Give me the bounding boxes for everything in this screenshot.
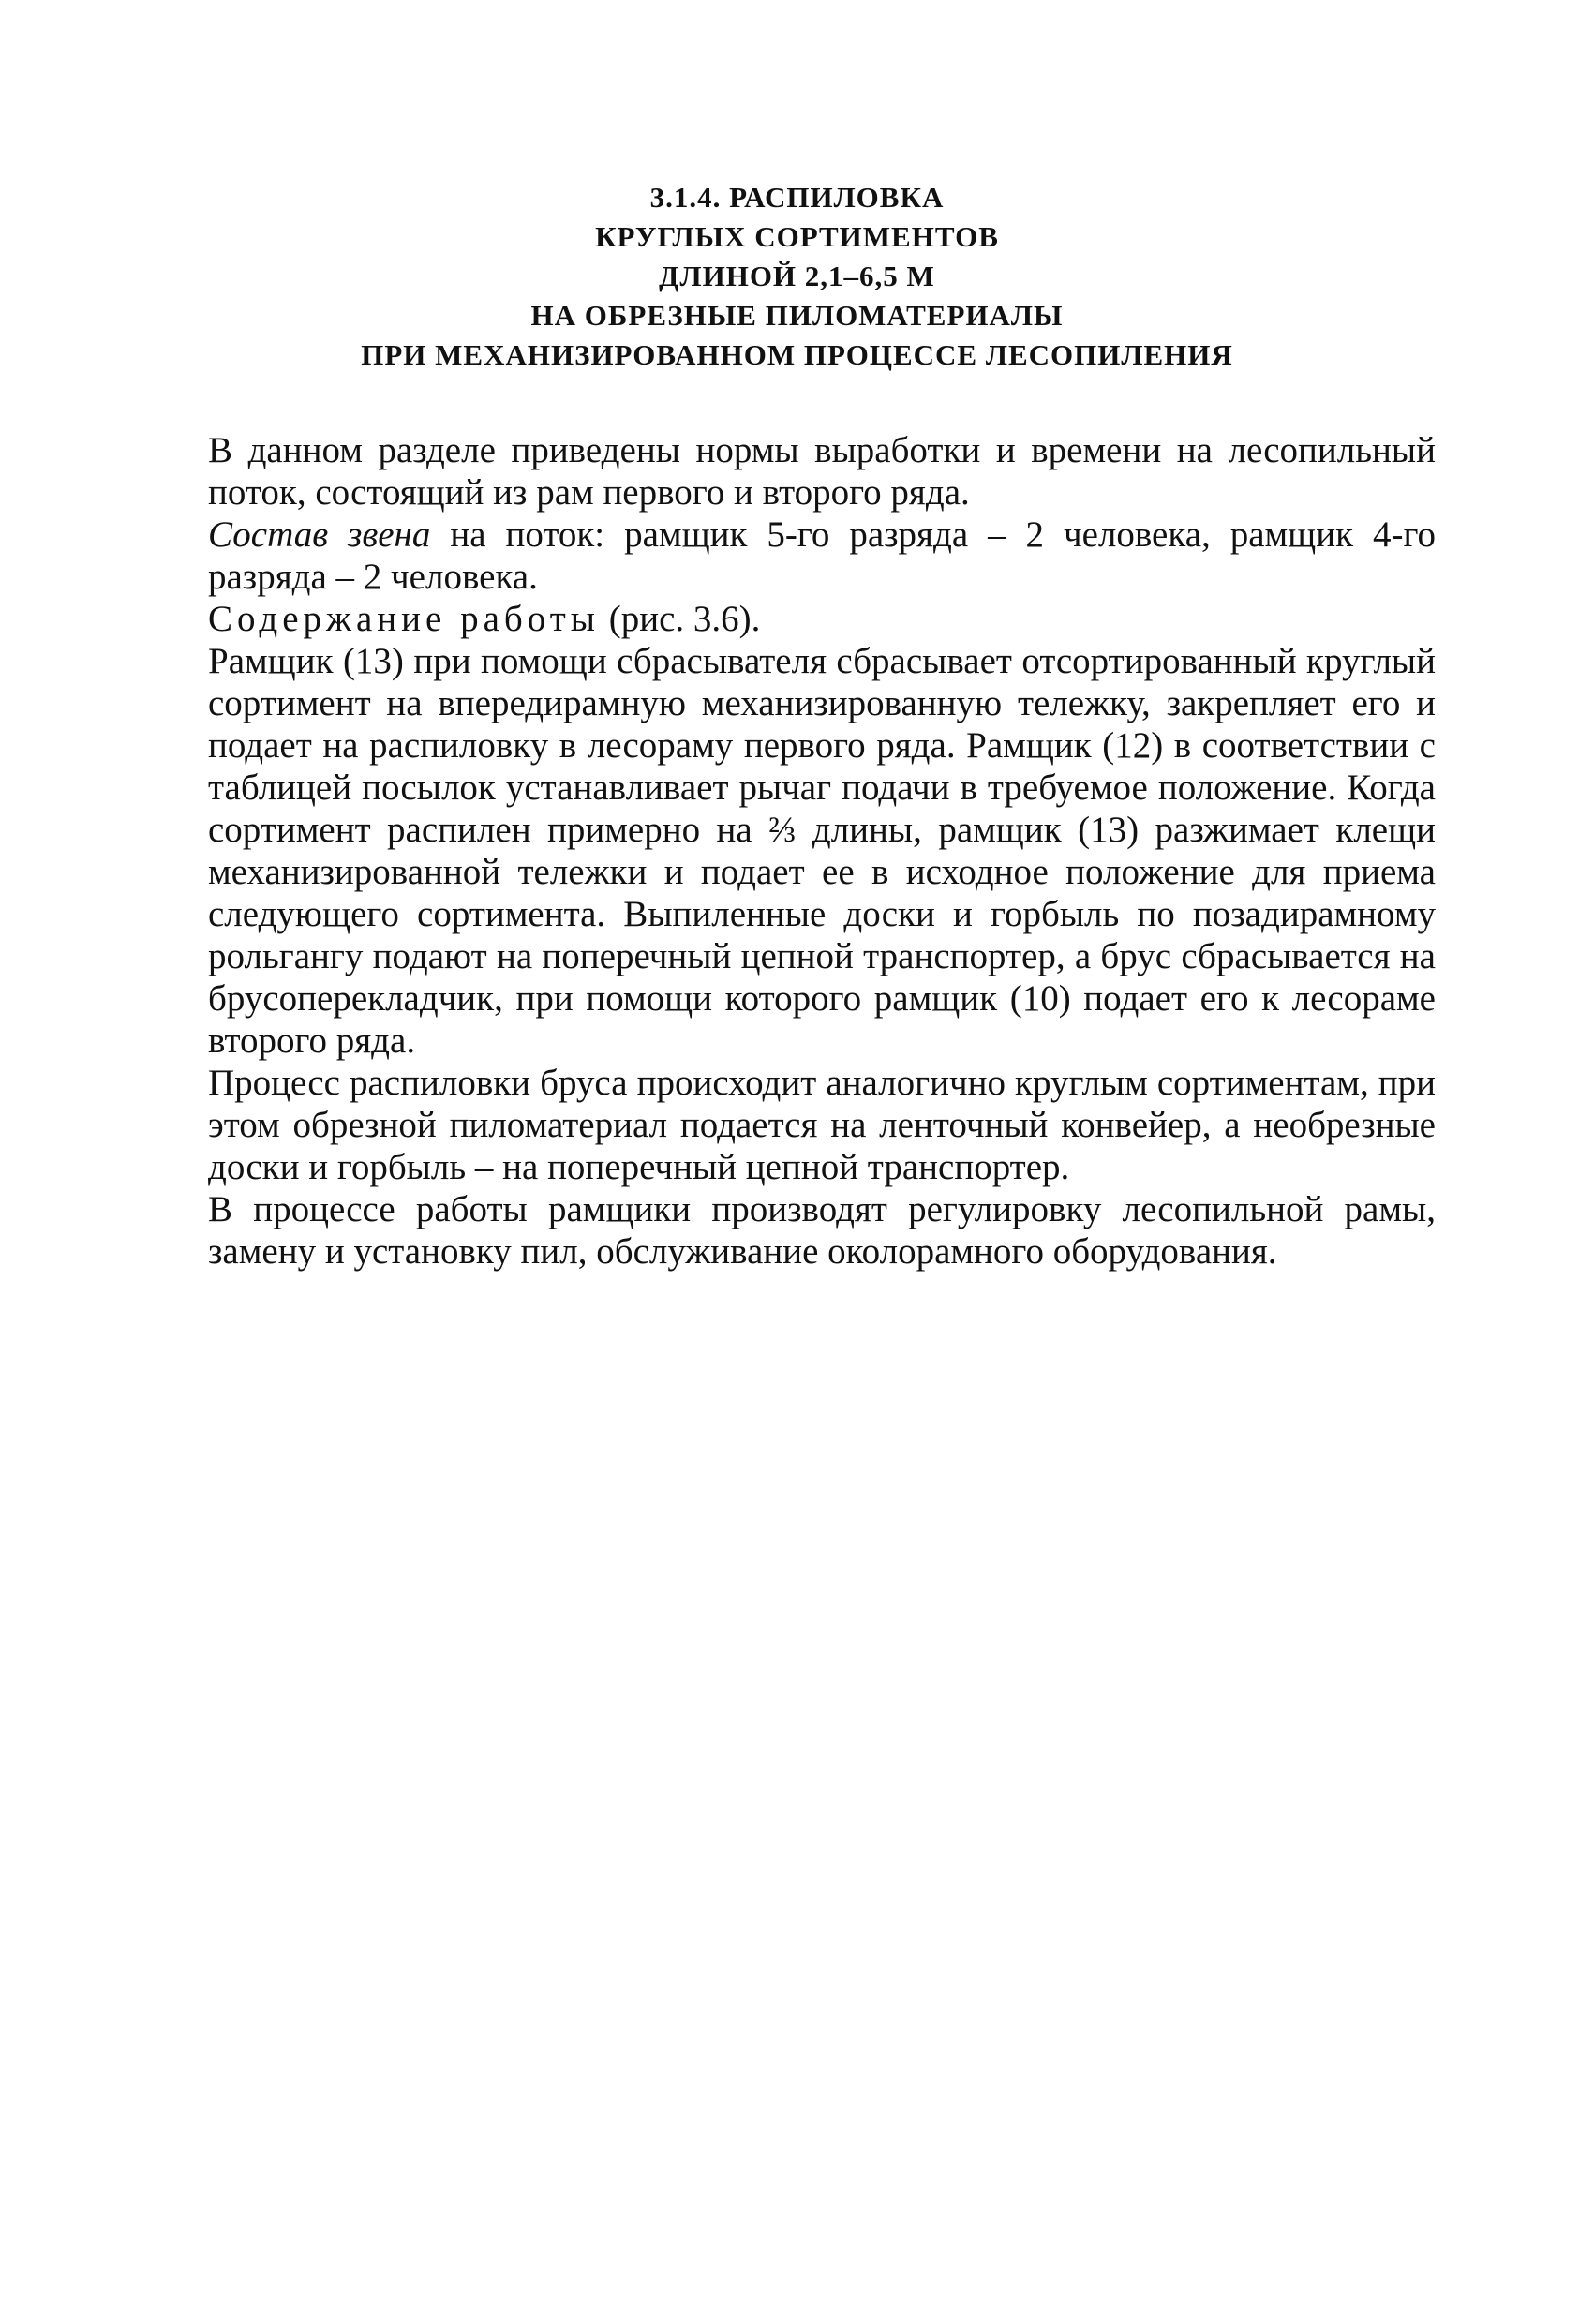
- maintenance-paragraph: В процессе работы рамщики производят регулировку лесопильной рамы, замену и установку пил, обслуживание околорамного оборудования.: [208, 1189, 1436, 1272]
- content-label: Содержание работы: [208, 599, 600, 639]
- work-description-paragraph: Рамщик (13) при помощи сбрасывателя сбрасывает отсортированный круглый сортимент на впередирамную механизированную тележку, закрепляет его и подает на распиловку в лесораму первого ряда. Рамщик (12) в соответствии с таблицей посылок устанавливает рычаг подачи в требуемое положение. Когда сортимент распилен примерно на ⅔ длины, рамщик (13) разжимает клещи механизированной тележки и подает ее в исходное положение для приема следующего сортимента. Выпиленные доски и горбыль по позадирамному рольгангу подают на поперечный цепной транспортер, а брус сбрасывается на брусоперекладчик, при помощи которого рамщик (10) подает его к лесораме второго ряда.: [208, 641, 1436, 1061]
- beam-process-paragraph: Процесс распиловки бруса происходит аналогично круглым сортиментам, при этом обрезной пиломатериал подается на ленточный конвейер, а необрезные доски и горбыль – на поперечный цепной транспортер.: [208, 1063, 1436, 1187]
- crew-paragraph: [199, 514, 1436, 598]
- heading-line-5: ПРИ МЕХАНИЗИРОВАННОМ ПРОЦЕССЕ ЛЕСОПИЛЕНИЯ: [361, 338, 1233, 371]
- body-text: [199, 429, 1436, 1273]
- heading-line-4: НА ОБРЕЗНЫЕ ПИЛОМАТЕРИАЛЫ: [530, 299, 1064, 332]
- content-paragraph: [199, 598, 1436, 640]
- crew-text: на поток: рамщик 5-го разряда – 2 человека, рамщик 4-го разряда – 2 человека.: [208, 514, 1436, 597]
- content-text: (рис. 3.6).: [600, 599, 761, 639]
- heading-line-3: ДЛИНОЙ 2,1–6,5 М: [659, 260, 935, 292]
- heading-line-1: 3.1.4. РАСПИЛОВКА: [649, 181, 945, 214]
- heading-line-2: КРУГЛЫХ СОРТИМЕНТОВ: [595, 220, 999, 253]
- section-heading: [141, 178, 1453, 375]
- intro-paragraph: В данном разделе приведены нормы выработки и времени на лесопильный поток, состоящий из рам первого и второго ряда.: [208, 430, 1436, 513]
- crew-label: Состав звена: [208, 514, 431, 555]
